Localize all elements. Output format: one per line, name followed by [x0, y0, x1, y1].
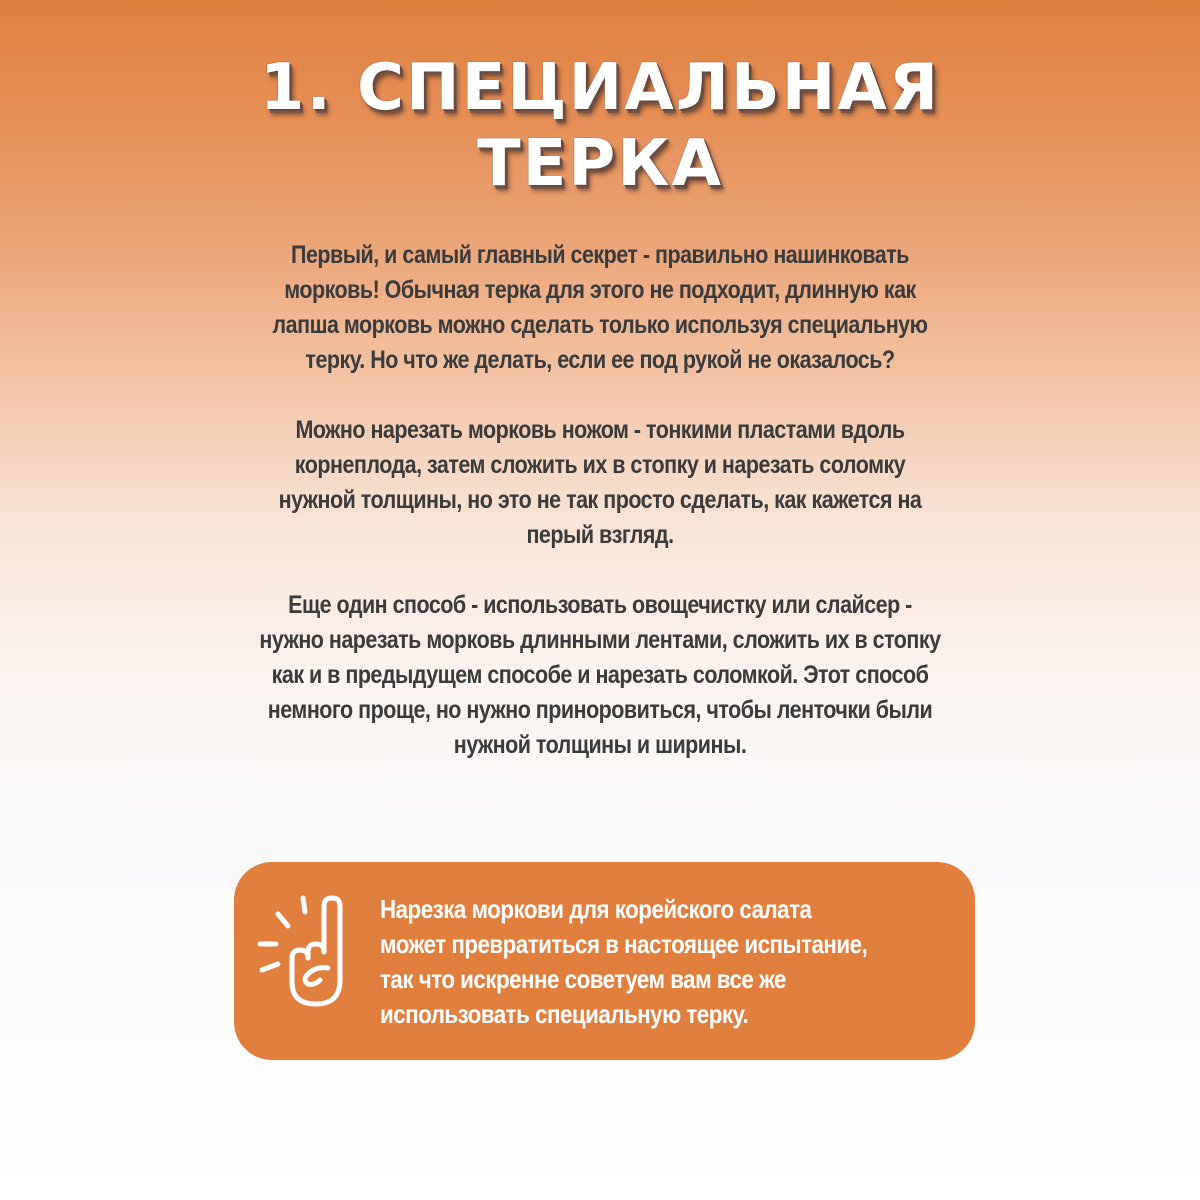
title-line-1: 1. СПЕЦИАЛЬНАЯ: [259, 51, 941, 125]
tip-line-3: так что искренне советуем вам все же: [380, 964, 786, 994]
tip-line-4: использовать специальную терку.: [380, 999, 749, 1029]
page-title: [0, 50, 1200, 202]
title-line-2: ТЕРКА: [476, 127, 724, 201]
tip-text: [380, 892, 930, 1032]
paragraph-2: Можно нарезать морковь ножом - тонкими пластами вдоль корнеплода, затем сложить их в стопку и нарезать соломку нужной толщины, но это не так просто сделать, как кажется на перый взгляд.: [278, 416, 922, 549]
article-body: [256, 238, 944, 798]
tip-line-2: может превратиться в настоящее испытание,: [380, 929, 868, 959]
tip-callout: [234, 862, 975, 1060]
paragraph-1: Первый, и самый главный секрет - правильно нашинковать морковь! Обычная терка для этого не подходит, длинную как лапша морковь можно сделать только используя специальную терку. Но что же делать, если ее под рукой не оказалось?: [272, 241, 928, 374]
paragraph-3: Еще один способ - использовать овощечистку или слайсер - нужно нарезать морковь длинными лентами, сложить их в стопку как и в предыдущем способе и нарезать соломкой. Этот способ немного проще, но нужно приноровиться, чтобы ленточки были нужной толщины и ширины.: [259, 591, 941, 759]
pointing-finger-icon: [256, 894, 356, 1014]
tip-line-1: Нарезка моркови для корейского салата: [380, 894, 812, 924]
